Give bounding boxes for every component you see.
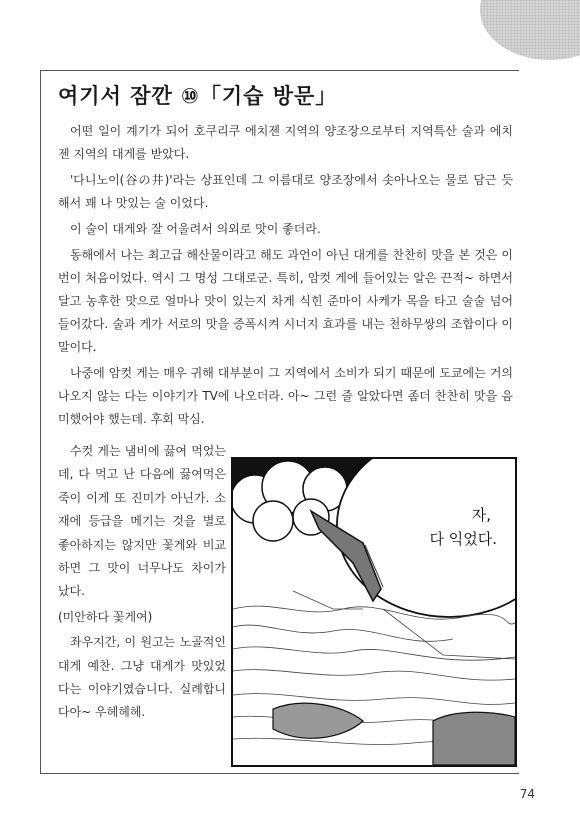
side-paragraph-1: 수컷 게는 냄비에 끓여 먹었는데, 다 먹고 난 다음에 끓여먹은 죽이 이게 또 진미가 아닌가. 소재에 등급을 메기는 것을 별로 좋아하지는 않지만 꽃게와 비교하면 그 맛이 너무나도 차이가 났다. xyxy=(58,444,226,599)
side-paragraph-3: 좌우지간, 이 원고는 노골적인 대게 예찬. 그냥 대게가 맛있었다는 이야기였습니다. 실례합니다아~ 우헤헤헤. xyxy=(58,635,226,720)
page-title: 여기서 잠깐 ⑩「기습 방문」 xyxy=(58,84,338,108)
speech-line-1: 자, xyxy=(471,506,491,524)
comic-panel xyxy=(231,457,517,767)
paragraph-1: 어떤 일이 계기가 되어 호쿠리쿠 에치젠 지역의 양조장으로부터 지역특산 술과 에치젠 지역의 대게를 받았다. xyxy=(58,124,513,161)
side-text xyxy=(58,440,226,727)
speech-bubble xyxy=(430,503,498,551)
paragraph-2: '다니노이(谷の井)'라는 상표인데 그 이름대로 양조장에서 솟아나오는 물로 담근 듯 해서 꽤 나 맛있는 술 이었다. xyxy=(58,173,513,210)
side-paragraph-2: (미안하다 꽃게여) xyxy=(58,609,153,624)
corner-halftone-decoration xyxy=(480,0,580,60)
paragraph-5: 나중에 암컷 게는 매우 귀해 대부분이 그 지역에서 소비가 되기 때문에 도쿄에는 거의 나오지 않는 다는 이야기가 TV에 나오더라. 아~ 그런 줄 알았다면 좀더 찬찬히 맛을 음미했어야 했는데. 후회 막심. xyxy=(58,366,513,426)
main-text xyxy=(58,120,513,434)
speech-line-2: 다 익었다. xyxy=(429,530,497,548)
paragraph-4: 동해에서 나는 최고급 해산물이라고 해도 과언이 아닌 대게를 찬찬히 맛을 본 것은 이번이 처음이었다. 역시 그 명성 그대로군. 특히, 암컷 게에 들어있는 알은 끈적~ 하면서 달고 농후한 맛으로 얼마나 맛이 있는지 차게 식힌 준마이 사케가 목을 타고 술술 넘어 들어갔다. 술과 게가 서로의 맛을 증폭시켜 시너지 효과를 내는 천하무쌍의 조합이다 이 말이다. xyxy=(58,248,513,354)
page-number: 74 xyxy=(519,787,535,801)
paragraph-3: 이 술이 대게와 잘 어울려서 의외로 맛이 좋더라. xyxy=(70,222,321,236)
